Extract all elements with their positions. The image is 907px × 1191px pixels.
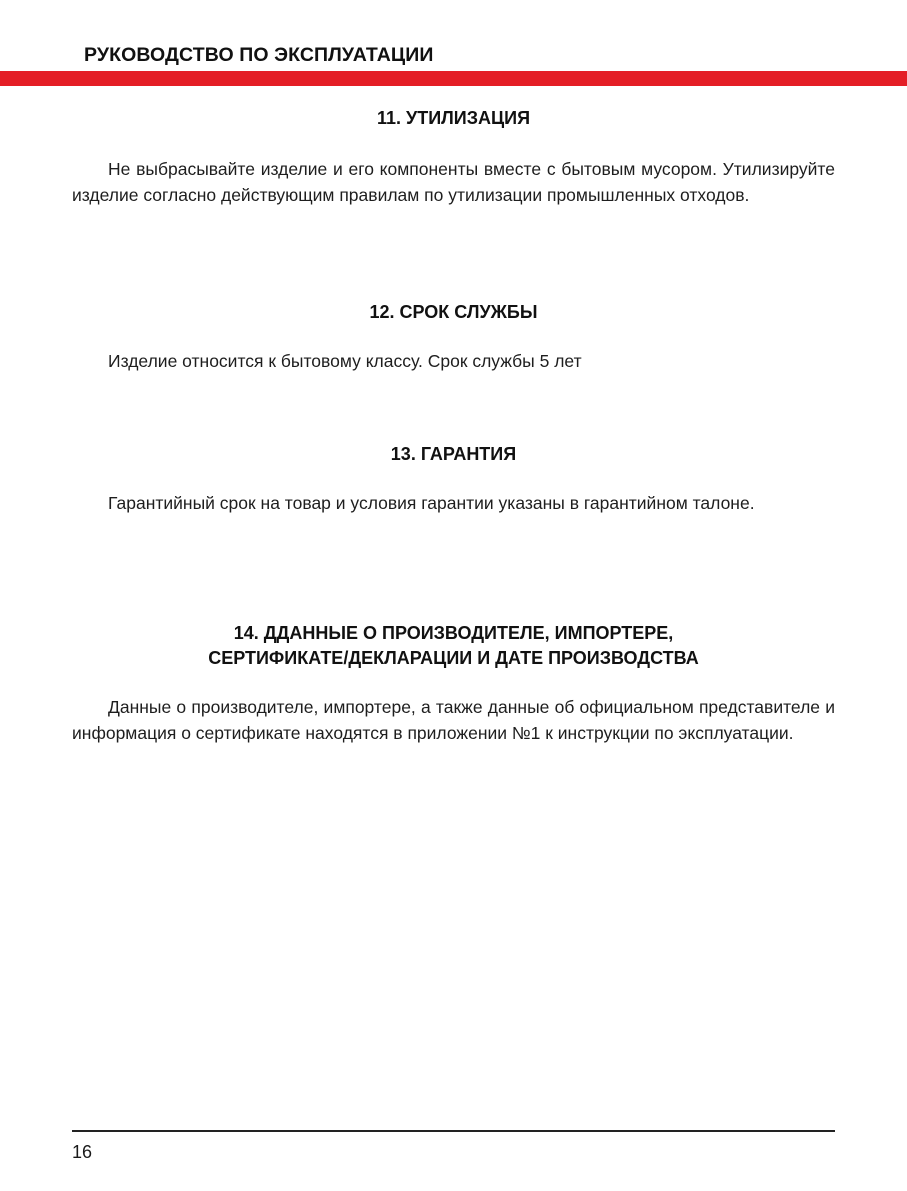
section-service-life [72, 300, 835, 375]
section-heading: 13. ГАРАНТИЯ [390, 444, 517, 464]
section-disposal [72, 106, 835, 208]
page-number: 16 [72, 1142, 93, 1162]
running-header-title: РУКОВОДСТВО ПО ЭКСПЛУАТАЦИИ [84, 44, 434, 66]
section-body: Не выбрасывайте изделие и его компоненты вместе с бытовым мусором. Утилизируйте изделие согласно действующим правилам по утилизации промышленных отходов. [72, 159, 835, 205]
section-heading [72, 621, 835, 671]
section-manufacturer-data [72, 621, 835, 746]
header-accent-bar [0, 71, 907, 86]
section-heading: 11. УТИЛИЗАЦИЯ [376, 108, 531, 128]
footer-divider [72, 1130, 835, 1132]
section-warranty [72, 442, 835, 517]
section-body: Изделие относится к бытовому классу. Срок службы 5 лет [108, 351, 582, 371]
section-heading-line-1: 14. ДДАННЫЕ О ПРОИЗВОДИТЕЛЕ, ИМПОРТЕРЕ, [233, 623, 674, 643]
section-body: Гарантийный срок на товар и условия гарантии указаны в гарантийном талоне. [108, 493, 755, 513]
section-heading-line-2: СЕРТИФИКАТЕ/ДЕКЛАРАЦИИ И ДАТЕ ПРОИЗВОДСТВА [208, 648, 699, 668]
section-heading: 12. СРОК СЛУЖБЫ [369, 302, 538, 322]
section-body: Данные о производителе, импортере, а также данные об официальном представителе и информация о сертификате находятся в приложении №1 к инструкции по эксплуатации. [72, 697, 835, 743]
